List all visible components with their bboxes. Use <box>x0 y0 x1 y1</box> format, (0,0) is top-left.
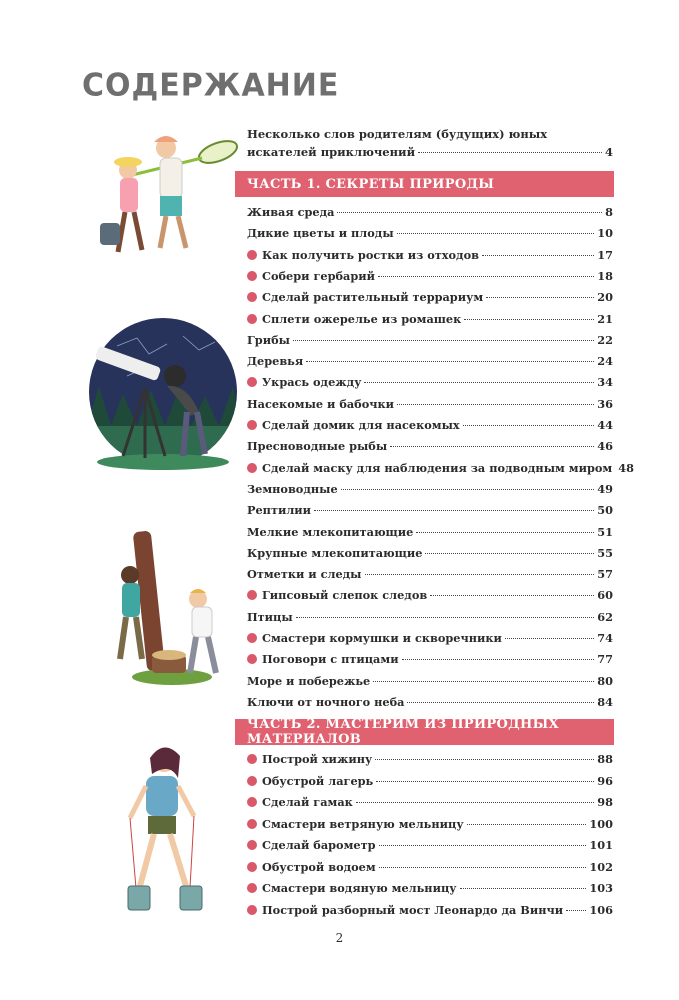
dot-leader <box>407 701 594 703</box>
toc-entry-page: 49 <box>597 481 613 496</box>
intro-page: 4 <box>604 145 613 159</box>
toc-entry-text: Крупные млекопитающие <box>247 545 423 560</box>
dot-leader <box>566 909 586 911</box>
dot-leader <box>378 275 594 277</box>
toc-entry-text: Смастери ветряную мельницу <box>262 816 464 831</box>
bullet-dot-icon <box>247 819 257 829</box>
dot-leader <box>296 616 595 618</box>
toc-entry-title <box>247 439 387 453</box>
toc-entry-text: Укрась одежду <box>262 375 362 390</box>
toc-entry-title <box>247 567 362 581</box>
bullet-dot-icon <box>247 590 257 600</box>
toc-entry-page: 44 <box>597 418 613 432</box>
dot-leader <box>390 445 594 447</box>
toc-entry[interactable] <box>247 503 613 521</box>
dot-leader <box>379 866 587 868</box>
toc-entry-text: Как получить ростки из отходов <box>262 247 479 262</box>
toc-entry[interactable] <box>247 860 613 878</box>
toc-entry-page: 18 <box>597 268 613 283</box>
toc-entry[interactable] <box>247 226 613 244</box>
toc-entry[interactable] <box>247 567 613 585</box>
toc-entry-title <box>247 652 399 666</box>
toc-entry-page: 100 <box>589 816 613 831</box>
toc-entry-page: 88 <box>597 752 613 766</box>
toc-entry[interactable] <box>247 205 613 223</box>
toc-entry-title <box>247 838 376 852</box>
toc-entry[interactable] <box>247 375 613 393</box>
page-title: СОДЕРЖАНИЕ <box>82 67 340 104</box>
toc-entry-title <box>247 588 427 602</box>
bullet-dot-icon <box>247 797 257 807</box>
dot-leader <box>376 780 594 782</box>
toc-entry[interactable] <box>247 439 613 457</box>
bullet-dot-icon <box>247 314 257 324</box>
toc-entry-text: Птицы <box>247 609 293 624</box>
toc-entry[interactable] <box>247 546 613 564</box>
bullet-dot-icon <box>247 377 257 387</box>
toc-entry-text: Ключи от ночного неба <box>247 694 405 709</box>
bullet-dot-icon <box>247 754 257 764</box>
toc-entry-text: Живая среда <box>247 205 335 219</box>
toc-entry-page: 103 <box>589 881 613 895</box>
dot-leader <box>464 318 594 320</box>
toc-entry-title <box>247 205 334 219</box>
toc-entry-text: Пресноводные рыбы <box>247 439 388 454</box>
dot-leader <box>505 637 594 639</box>
toc-entry-title <box>247 525 413 539</box>
toc-entry[interactable] <box>247 652 613 670</box>
dot-leader <box>337 211 602 213</box>
dot-leader <box>486 296 594 298</box>
dot-leader <box>356 801 594 803</box>
dot-leader <box>364 381 594 383</box>
toc-entry-page: 84 <box>597 694 613 709</box>
toc-entry-text: Смастери водяную мельницу <box>262 881 457 895</box>
toc-entry[interactable] <box>247 588 613 606</box>
toc-entry-text: Море и побережье <box>247 673 371 688</box>
toc-entry-page: 36 <box>597 396 613 411</box>
toc-entry[interactable] <box>247 397 613 415</box>
toc-entry-title <box>247 674 370 688</box>
dot-leader <box>397 232 595 234</box>
toc-entry-page: 8 <box>605 205 613 219</box>
toc-entry-text: Сделай домик для насекомых <box>262 418 460 432</box>
part2-header[interactable]: ЧАСТЬ 2. МАСТЕРИМ ИЗ ПРИРОДНЫХ МАТЕРИАЛОВ <box>235 719 614 745</box>
dot-leader <box>463 424 595 426</box>
dot-leader <box>460 887 587 889</box>
toc-entry[interactable] <box>247 838 613 856</box>
toc-entry[interactable] <box>247 903 613 921</box>
telescope-night-illustration <box>87 316 239 476</box>
bullet-dot-icon <box>247 633 257 643</box>
toc-entry[interactable] <box>247 752 613 770</box>
bullet-dot-icon <box>247 862 257 872</box>
toc-entry-page: 96 <box>597 773 613 788</box>
bullet-dot-icon <box>247 776 257 786</box>
toc-entry-text: Обустрой водоем <box>262 859 376 874</box>
kids-with-net-illustration <box>80 128 240 268</box>
toc-entry-page: 60 <box>597 588 613 603</box>
toc-entry-page: 106 <box>589 902 613 917</box>
bullet-dot-icon <box>247 840 257 850</box>
toc-entry[interactable] <box>247 795 613 813</box>
toc-entry-title <box>247 695 404 709</box>
toc-entry-text: Смастери кормушки и скворечники <box>262 631 502 645</box>
toc-entry[interactable] <box>247 333 613 351</box>
kids-with-log-illustration <box>112 527 234 687</box>
toc-entry[interactable] <box>247 269 613 287</box>
toc-entry-page: 55 <box>597 545 613 560</box>
toc-entry[interactable] <box>247 610 613 628</box>
toc-entry-page: 34 <box>597 375 613 390</box>
part1-header[interactable]: ЧАСТЬ 1. СЕКРЕТЫ ПРИРОДЫ <box>235 171 614 197</box>
toc-entry-page: 80 <box>597 673 613 688</box>
toc-entry-title <box>247 354 303 368</box>
toc-entry-title <box>247 269 375 283</box>
toc-entry-title <box>247 503 311 517</box>
toc-entry-text: Гипсовый слепок следов <box>262 588 428 603</box>
toc-entry-page: 77 <box>597 652 613 667</box>
toc-entry-title <box>247 752 372 766</box>
toc-entry-page: 98 <box>597 795 613 809</box>
intro-line-2: искателей приключений <box>247 145 416 159</box>
dot-leader <box>365 573 595 575</box>
dot-leader <box>430 594 594 596</box>
toc-entry-title <box>247 860 376 874</box>
toc-entry-page: 51 <box>597 524 613 539</box>
toc-entry[interactable] <box>247 248 613 266</box>
toc-entry-title <box>247 610 293 624</box>
toc-entry-page: 62 <box>597 609 613 624</box>
toc-entry-title <box>247 546 422 560</box>
toc-entry-page: 22 <box>597 332 613 347</box>
toc-entry-text: Собери гербарий <box>262 268 375 283</box>
toc-entry-title <box>247 774 373 788</box>
dot-leader <box>341 488 595 490</box>
dot-leader <box>379 844 587 846</box>
toc-entry-text: Деревья <box>247 354 304 369</box>
toc-entry[interactable] <box>247 774 613 792</box>
toc-entry-title <box>247 248 479 262</box>
toc-entry-text: Сплети ожерелье из ромашек <box>262 311 462 326</box>
toc-entry-title <box>247 881 457 895</box>
toc-entry-text: Построй разборный мост Леонардо да Винчи <box>262 902 564 917</box>
toc-entry-page: 74 <box>597 631 613 645</box>
toc-entry-title <box>247 226 394 240</box>
toc-entry-page: 17 <box>597 247 613 262</box>
toc-entry-text: Насекомые и бабочки <box>247 396 395 411</box>
toc-entry-title <box>247 482 338 496</box>
toc-entry[interactable] <box>247 674 613 692</box>
toc-entry[interactable] <box>247 482 613 500</box>
bullet-dot-icon <box>247 905 257 915</box>
dot-leader <box>416 531 594 533</box>
toc-entry-title <box>247 333 290 347</box>
page-number: 2 <box>335 931 344 945</box>
toc-entry-title <box>247 631 502 645</box>
toc-entry-title <box>247 418 460 432</box>
dot-leader <box>397 403 594 405</box>
toc-entry[interactable] <box>247 312 613 330</box>
bullet-dot-icon <box>247 463 257 473</box>
dot-leader <box>293 339 594 341</box>
toc-entry-title <box>247 397 394 411</box>
dot-leader <box>314 509 594 511</box>
toc-entry-page: 101 <box>589 838 613 852</box>
toc-entry[interactable] <box>247 418 613 436</box>
toc-entry-page: 46 <box>597 439 613 454</box>
girl-on-stilts-illustration <box>114 738 224 913</box>
toc-entry[interactable] <box>247 525 613 543</box>
toc-entry-title <box>247 312 461 326</box>
dot-leader <box>375 758 594 760</box>
toc-entry-text: Мелкие млекопитающие <box>247 524 414 539</box>
toc-entry-page: 50 <box>597 503 613 518</box>
toc-entry-text: Сделай барометр <box>262 838 376 852</box>
toc-entry-text: Поговори с птицами <box>262 652 399 667</box>
toc-entry-text: Рептилии <box>247 503 312 518</box>
toc-entry-text: Земноводные <box>247 481 338 496</box>
intro-line-1: Несколько слов родителям (будущих) юных <box>247 127 548 141</box>
dot-leader <box>482 254 594 256</box>
bullet-dot-icon <box>247 250 257 260</box>
bullet-dot-icon <box>247 883 257 893</box>
dot-leader <box>425 552 594 554</box>
toc-entry[interactable] <box>247 460 634 479</box>
toc-entry-text: Сделай растительный террариум <box>262 290 484 305</box>
toc-entry-page: 102 <box>589 859 613 874</box>
toc-entry-page: 20 <box>597 290 613 305</box>
toc-entry-text: Дикие цветы и плоды <box>247 226 394 241</box>
bullet-dot-icon <box>247 292 257 302</box>
toc-entry-title <box>247 903 563 917</box>
toc-entry-page: 24 <box>597 354 613 369</box>
toc-entry-page: 10 <box>597 226 613 241</box>
toc-entry-title <box>247 461 612 475</box>
dot-leader <box>373 680 594 682</box>
toc-entry-text: Отметки и следы <box>247 567 362 582</box>
toc-entry[interactable] <box>247 817 613 835</box>
toc-entry-title <box>247 375 361 389</box>
toc-entry-page: 21 <box>597 311 613 326</box>
toc-entry-text: Сделай гамак <box>262 795 353 809</box>
toc-entry-page: 57 <box>597 567 613 582</box>
bullet-dot-icon <box>247 420 257 430</box>
toc-entry-text: Построй хижину <box>262 752 373 766</box>
toc-entry[interactable] <box>247 631 613 649</box>
toc-entry-title <box>247 795 353 809</box>
dot-leader <box>306 360 594 362</box>
toc-entry[interactable] <box>247 290 613 308</box>
toc-entry-text: Сделай маску для наблюдения за подводным миром <box>262 460 613 475</box>
toc-entry-page: 48 <box>618 460 634 475</box>
intro-entry[interactable] <box>247 125 613 161</box>
dot-leader <box>467 823 587 825</box>
toc-entry[interactable] <box>247 695 613 713</box>
toc-entry-title <box>247 817 464 831</box>
toc-entry[interactable] <box>247 354 613 372</box>
toc-entry-text: Грибы <box>247 332 290 347</box>
bullet-dot-icon <box>247 654 257 664</box>
dot-leader <box>402 658 595 660</box>
bullet-dot-icon <box>247 271 257 281</box>
toc-entry[interactable] <box>247 881 613 899</box>
toc-entry-title <box>247 290 483 304</box>
toc-entry-text: Обустрой лагерь <box>262 773 374 788</box>
